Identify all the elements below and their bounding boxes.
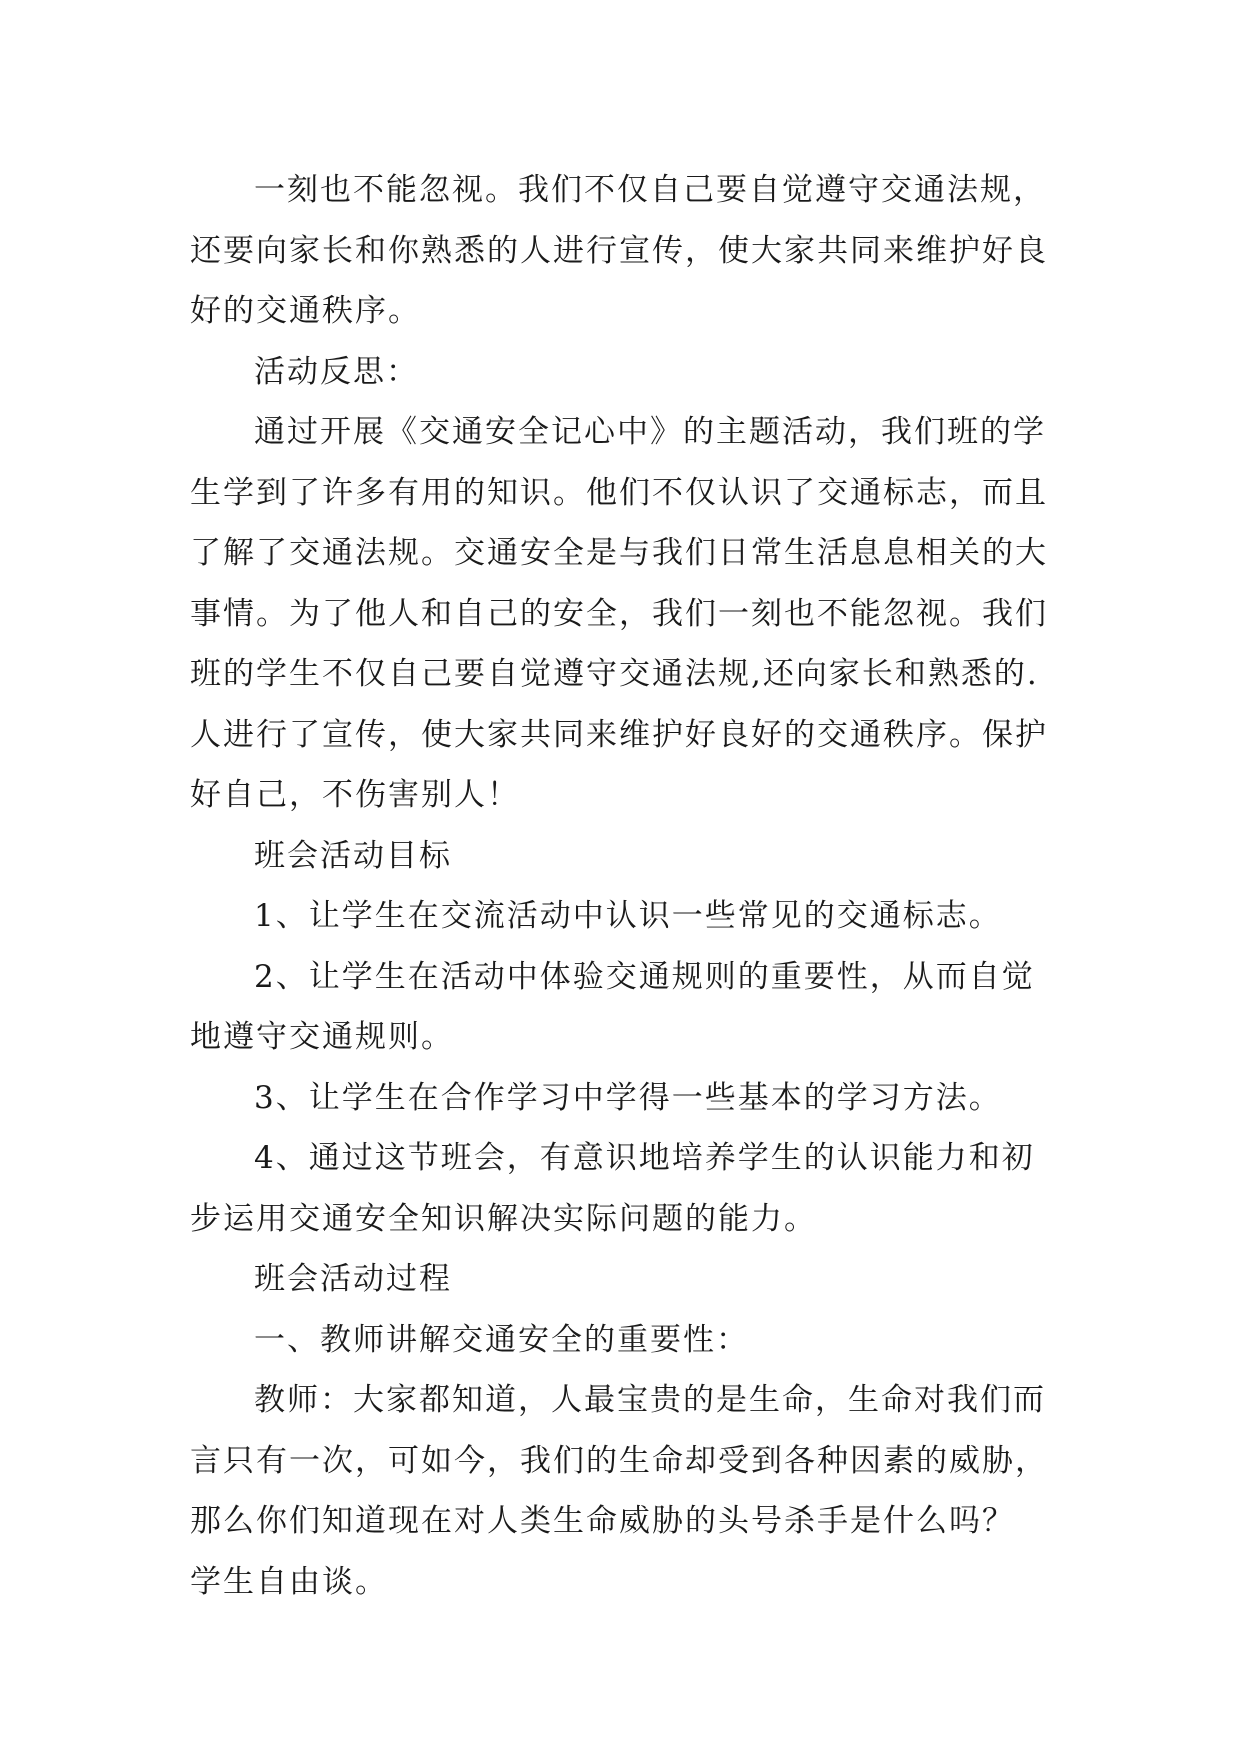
text-line: 通过开展《交通安全记心中》的主题活动，我们班的学 xyxy=(254,414,1046,450)
section-heading-process: 班会活动过程 xyxy=(254,1261,452,1297)
list-item: 3、让学生在合作学习中学得一些基本的学习方法。 xyxy=(254,1079,1002,1116)
list-item: 1、让学生在交流活动中认识一些常见的交通标志。 xyxy=(254,898,1002,934)
text-line: 地遵守交通规则。 xyxy=(190,1019,454,1055)
text-line: 了解了交通法规。交通安全是与我们日常生活息息相关的大 xyxy=(190,535,1048,571)
text-line: 言只有一次，可如今，我们的生命却受到各种因素的威胁， xyxy=(190,1442,1048,1479)
text-line: 好的交通秩序。 xyxy=(190,293,421,329)
text-line: 生学到了许多有用的知识。他们不仅认识了交通标志，而且 xyxy=(190,474,1048,511)
text-line: 步运用交通安全知识解决实际问题的能力。 xyxy=(190,1200,817,1237)
list-item: 2、让学生在活动中体验交通规则的重要性，从而自觉 xyxy=(254,958,1035,995)
text-line: 那么你们知道现在对人类生命威胁的头号杀手是什么吗？ xyxy=(190,1503,1015,1539)
document-body xyxy=(190,160,1060,1612)
text-line: 事情。为了他人和自己的安全，我们一刻也不能忽视。我们 xyxy=(190,595,1048,632)
section-heading-goals: 班会活动目标 xyxy=(254,837,452,874)
text-line: 好自己，不伤害别人！ xyxy=(190,777,520,813)
section-heading-activity-reflection: 活动反思： xyxy=(254,353,419,390)
text-line: 教师：大家都知道，人最宝贵的是生命，生命对我们而 xyxy=(254,1382,1046,1418)
text-line: 一刻也不能忽视。我们不仅自己要自觉遵守交通法规， xyxy=(254,172,1046,208)
text-line: 还要向家长和你熟悉的人进行宣传，使大家共同来维护好良 xyxy=(190,232,1048,269)
subsection-heading: 一、教师讲解交通安全的重要性： xyxy=(254,1321,749,1358)
text-line: 学生自由谈。 xyxy=(190,1563,388,1600)
text-line: 人进行了宣传，使大家共同来维护好良好的交通秩序。保护 xyxy=(190,716,1048,753)
list-item: 4、通过这节班会，有意识地培养学生的认识能力和初 xyxy=(254,1140,1035,1176)
text-line: 班的学生不仅自己要自觉遵守交通法规,还向家长和熟悉的. xyxy=(190,656,1039,692)
